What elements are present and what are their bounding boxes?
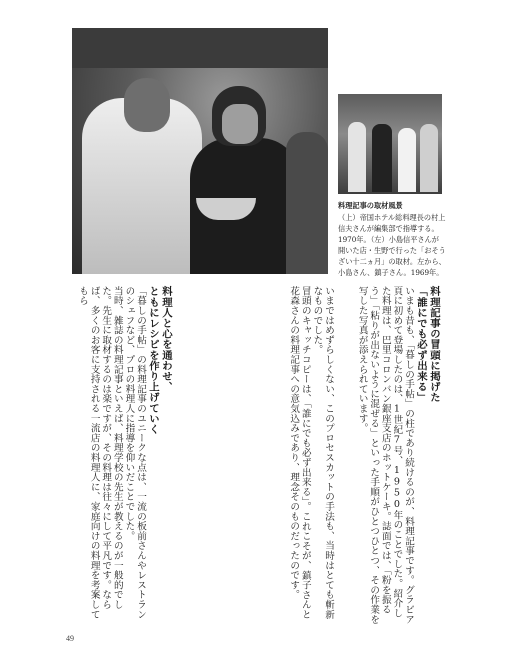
heading-line: 料理記事の冒頭に掲げた [428,286,440,403]
body-paragraph: いまではめずらしくない、このプロセスカットの手法も、当時はとても斬新なものでした。 [311,286,334,620]
section-heading-2 [146,286,172,626]
photo-woman-face [222,104,258,144]
caption-title: 料理記事の取材風景 [338,201,403,210]
article-section-2 [68,286,172,626]
photo-kitchen-shelf [72,28,328,68]
article-section-1-cont [230,286,334,626]
photo-person [398,128,416,192]
body-paragraph: いまも昔も、「暮しの手帖」の柱であり続けるのが、料理記事です。グラビア頁に初めて登場したのは、1世紀7号、1950年のことでした。紹介した料理は、巴里コロンバン銀座支店のホットケーキ。誌面では、「粉を振るう」「粘りが出ないように混ぜる」といった手順がひとつひとつ、その作業を写した写真が添えられています。 [356,286,414,625]
heading-line: ともにレシピを作り上げていく [147,286,159,435]
caption-text: （上）帝国ホテル総料理長の村上信夫さんが編集部で指導する。1970年。（左）小島信平さんが開いた店・生野で行った「おそうざい十二ヵ月」の取材。左から、小島さん、鎮子さん。1969年。 [338,213,446,277]
photo-person [348,122,366,192]
body-paragraph: 当時、雑誌の料理記事といえば、料理学校の先生が教えるのが一般的でした。先生に取材するのは楽ですが、その料理は往々にして平凡です。ならば、多くのお客に支持される一流店の料理人に、家庭向けの料理を考案してもら [77,286,123,620]
heading-line: 「誰にでも必ず出来る」 [415,286,427,403]
heading-line: 料理人と心を通わせ、 [160,286,172,392]
body-paragraph: 「暮しの手帖」の料理記事のユニークな点は、一流の板前さんやレストランのシェフなど、プロの料理人に指導を仰いだことでした。 [123,286,146,620]
photo-restaurant-interview [338,94,442,194]
section-heading-1 [414,286,440,626]
photo-caption [338,200,446,278]
photo-person [420,124,438,192]
photo-chef-instruction [72,28,328,274]
photo-person [372,124,392,192]
body-paragraph: 冒頭のキャッチコピーは、「誰にでも必ず出来る」。これこそが、鎮子さんと花森さんの料理記事への意気込みであり、理念そのものだったのです。 [288,286,311,620]
photo-background-man [286,132,328,274]
photo-chef-head [124,78,170,132]
page-number: 49 [66,634,74,643]
article-section-1 [336,286,440,626]
